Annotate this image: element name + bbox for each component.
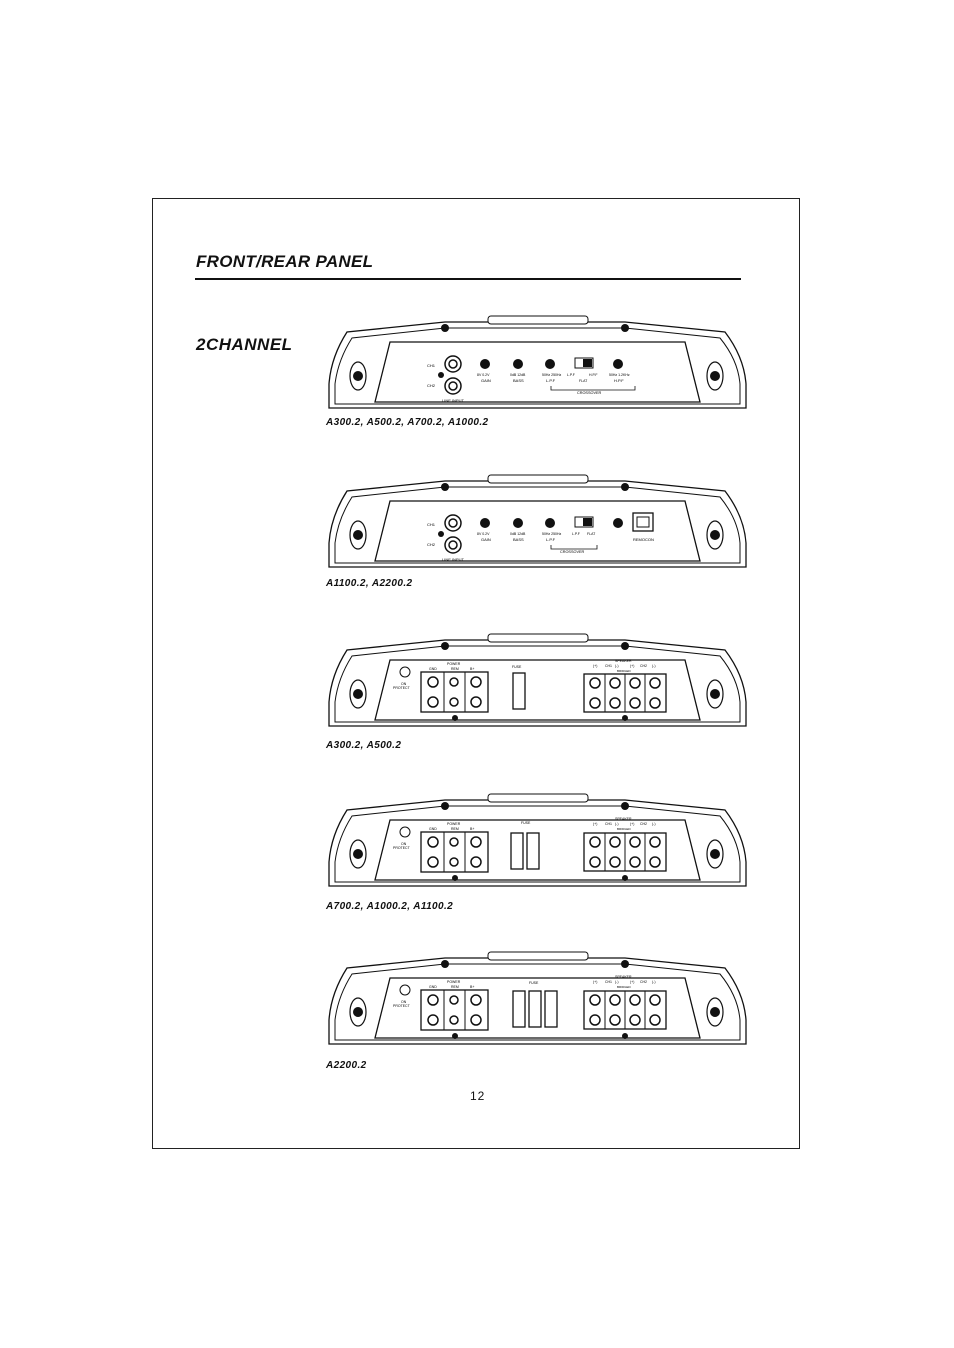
ch2-label: CH2 <box>640 822 648 826</box>
protect-label: PROTECT <box>393 846 410 850</box>
switch-lpf: L.P.F <box>567 373 575 377</box>
switch-flat: FLAT <box>587 532 596 536</box>
protect-led <box>400 827 410 837</box>
protect-led <box>400 985 410 995</box>
ch2-plus: (+) <box>630 980 635 984</box>
rem-label: REM <box>451 827 459 831</box>
gain-knob[interactable] <box>480 518 490 528</box>
crossover-label: CROSSOVER <box>577 391 602 395</box>
speaker-label: SPEAKER <box>615 659 632 663</box>
ch2-plus: (+) <box>630 664 635 668</box>
rem-label: REM <box>451 985 459 989</box>
fuse[interactable] <box>513 673 525 709</box>
bass-knob[interactable] <box>513 518 523 528</box>
caption-rear-2: A700.2, A1000.2, A1100.2 <box>326 901 454 912</box>
ch2-minus: (-) <box>652 980 656 984</box>
lpf-knob[interactable] <box>545 359 555 369</box>
power-label: POWER <box>447 980 461 984</box>
rca-jack-ch2[interactable] <box>445 378 461 394</box>
bplus-label: B+ <box>470 667 475 671</box>
bridged-label: BRIDGED <box>617 985 631 989</box>
remocon-label: REMOCON <box>633 537 654 542</box>
ch1-minus: (-) <box>615 980 619 984</box>
bass-range: 0dB 12dB <box>510 373 526 377</box>
ch1-label: CH1 <box>605 980 613 984</box>
speaker-label: SPEAKER <box>615 817 632 821</box>
bplus-label: B+ <box>470 985 475 989</box>
rca-jack-ch1[interactable] <box>445 515 461 531</box>
bass-label: BASS <box>513 537 524 542</box>
ch2-minus: (-) <box>652 822 656 826</box>
gain-range: 8V 0.2V <box>477 373 490 377</box>
fuse-label: FUSE <box>512 665 522 669</box>
gain-knob[interactable] <box>480 359 490 369</box>
hpf-range: 50Hz 1.2KHz <box>609 373 630 377</box>
front-panel-diagram-1 <box>325 312 750 412</box>
rca-jack-ch2[interactable] <box>445 537 461 553</box>
on-label: ON <box>401 682 407 686</box>
rear-panel-diagram-1 <box>325 630 750 730</box>
protect-led <box>400 667 410 677</box>
hpf-label: H.P.F <box>614 378 624 383</box>
bass-range: 0dB 12dB <box>510 532 526 536</box>
bass-knob[interactable] <box>513 359 523 369</box>
caption-front-2: A1100.2, A2200.2 <box>326 578 413 589</box>
page-title: FRONT/REAR PANEL <box>196 252 374 271</box>
ch1-label: CH1 <box>605 664 613 668</box>
fuse-2[interactable] <box>529 991 541 1027</box>
gnd-label: GND <box>429 985 437 989</box>
rem-label: REM <box>451 667 459 671</box>
ch2-minus: (-) <box>652 664 656 668</box>
ch1-label: CH1 <box>427 522 436 527</box>
fuse-3[interactable] <box>545 991 557 1027</box>
line-input-label: LINE INPUT <box>442 557 465 562</box>
gain-label: GAIN <box>481 378 491 383</box>
switch-flat: FLAT <box>579 379 588 383</box>
caption-front-1: A300.2, A500.2, A700.2, A1000.2 <box>326 417 489 428</box>
lpf-range: 50Hz 250Hz <box>542 532 562 536</box>
protect-label: PROTECT <box>393 1004 410 1008</box>
section-subtitle: 2CHANNEL <box>196 335 293 354</box>
lpf-label: L.P.F <box>546 378 556 383</box>
power-label: POWER <box>447 662 461 666</box>
ch1-label: CH1 <box>427 363 436 368</box>
crossover-label: CROSSOVER <box>560 550 585 554</box>
fuse-2[interactable] <box>527 833 539 869</box>
fuse-label: FUSE <box>521 821 531 825</box>
ch1-minus: (-) <box>615 664 619 668</box>
on-label: ON <box>401 842 407 846</box>
ch1-minus: (-) <box>615 822 619 826</box>
power-label: POWER <box>447 822 461 826</box>
bridged-label: BRIDGED <box>617 669 631 673</box>
ch1-plus: (+) <box>593 664 598 668</box>
fuse-label: FUSE <box>529 981 539 985</box>
lpf-knob[interactable] <box>545 518 555 528</box>
ch1-plus: (+) <box>593 980 598 984</box>
speaker-label: SPEAKER <box>615 975 632 979</box>
lpf-label: L.P.F <box>546 537 556 542</box>
gain-range: 8V 0.2V <box>477 532 490 536</box>
ch2-label: CH2 <box>640 664 648 668</box>
bplus-label: B+ <box>470 827 475 831</box>
rca-jack-ch1[interactable] <box>445 356 461 372</box>
page-number: 12 <box>470 1089 486 1103</box>
ch2-label: CH2 <box>640 980 648 984</box>
hpf-knob[interactable] <box>613 359 623 369</box>
rear-panel-diagram-2 <box>325 790 750 890</box>
on-label: ON <box>401 1000 407 1004</box>
gain-label: GAIN <box>481 537 491 542</box>
ch1-plus: (+) <box>593 822 598 826</box>
bass-label: BASS <box>513 378 524 383</box>
lpf-range: 50Hz 250Hz <box>542 373 562 377</box>
bridged-label: BRIDGED <box>617 827 631 831</box>
caption-rear-3: A2200.2 <box>326 1060 367 1071</box>
ch1-label: CH1 <box>605 822 613 826</box>
title-rule <box>195 278 741 280</box>
ch2-label: CH2 <box>427 542 436 547</box>
remocon-port[interactable] <box>633 513 653 531</box>
switch-lpf: L.P.F <box>572 532 580 536</box>
gnd-label: GND <box>429 667 437 671</box>
switch-hpf: H.P.F <box>589 373 598 377</box>
caption-rear-1: A300.2, A500.2 <box>326 740 402 751</box>
front-panel-diagram-2 <box>325 471 750 571</box>
gnd-label: GND <box>429 827 437 831</box>
ch2-plus: (+) <box>630 822 635 826</box>
fuse-1[interactable] <box>513 991 525 1027</box>
rear-panel-diagram-3 <box>325 948 750 1048</box>
protect-label: PROTECT <box>393 686 410 690</box>
fuse-1[interactable] <box>511 833 523 869</box>
line-input-label: LINE INPUT <box>442 398 465 403</box>
ch2-label: CH2 <box>427 383 436 388</box>
